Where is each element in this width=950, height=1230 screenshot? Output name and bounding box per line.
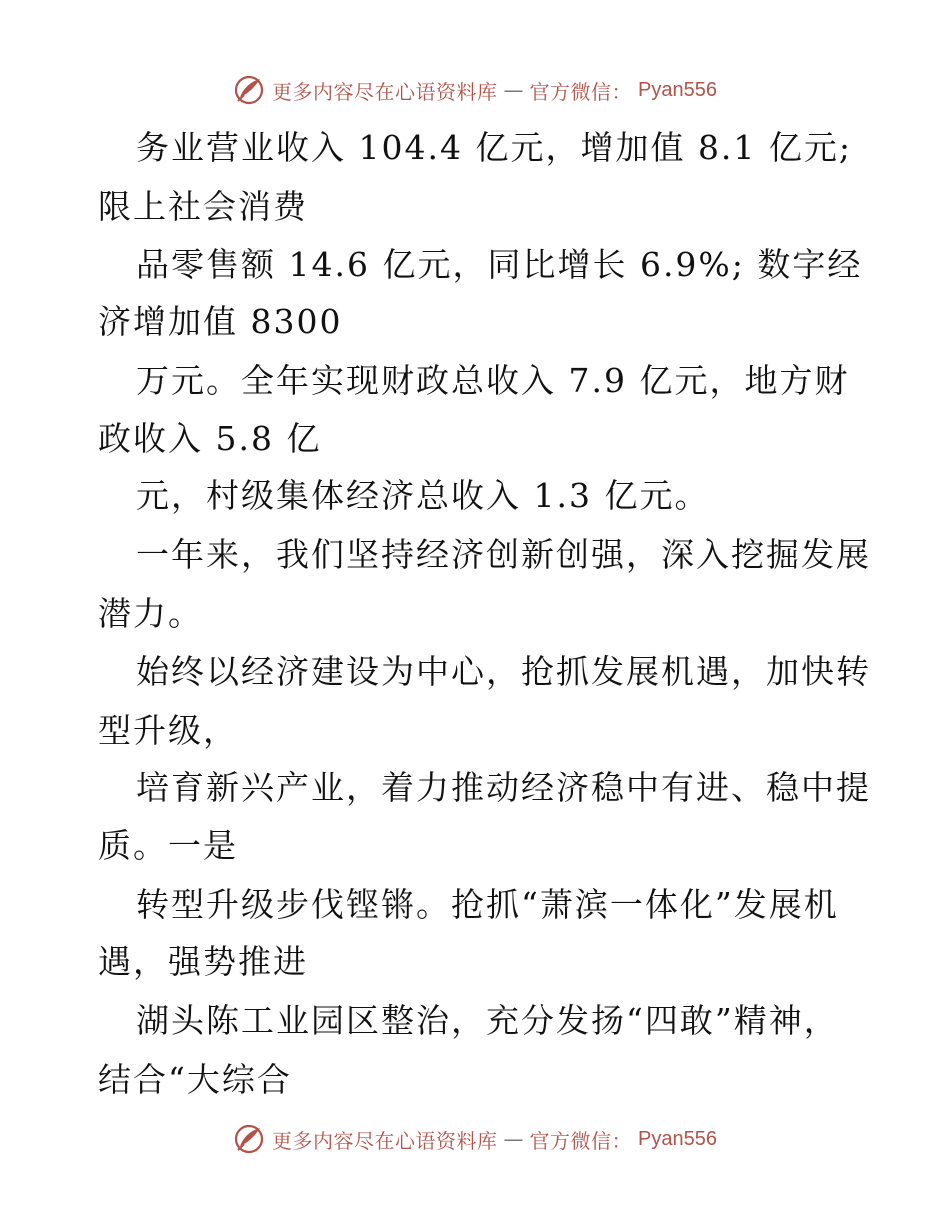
footer-banner [232,1119,717,1159]
text-line: 始终以经济建设为中心，抢抓发展机遇，加快转 [136,652,871,691]
text-line: 元，村级集体经济总收入 1.3 亿元。 [136,476,710,515]
text-line: 遇，强势推进 [98,942,308,981]
wechat-label: 官方微信： [529,79,632,104]
text-line: 政收入 5.8 亿 [98,419,322,458]
text-line: 务业营业收入 104.4 亿元，增加值 8.1 亿元; [136,128,853,167]
text-line: 型升级， [98,711,238,750]
text-line: 万元。全年实现财政总收入 7.9 亿元，地方财 [136,361,850,400]
wechat-id: Pyan556 [638,78,717,101]
banner-separator: — [503,78,524,102]
text-line: 济增加值 8300 [98,302,343,341]
promo-text: 更多内容尽在心语资料库 [272,1128,498,1153]
text-line: 湖头陈工业园区整治，充分发扬“四敢”精神， [136,1001,839,1040]
wechat-id: Pyan556 [638,1127,717,1150]
banner-separator: — [503,1127,524,1151]
text-line: 结合“大综合 [98,1060,292,1099]
leaf-pen-logo-icon [232,1122,266,1156]
text-line: 转型升级步伐铿锵。抢抓“萧滨一体化”发展机 [136,885,839,924]
text-line: 品零售额 14.6 亿元，同比增长 6.9%; 数字经 [136,245,863,284]
text-line: 潜力。 [98,594,203,633]
text-line: 限上社会消费 [98,187,308,226]
text-line: 一年来，我们坚持经济创新创强，深入挖掘发展 [136,535,871,574]
promo-text: 更多内容尽在心语资料库 [272,79,498,104]
text-line: 质。一是 [98,826,238,865]
wechat-label: 官方微信： [529,1128,632,1153]
text-line: 培育新兴产业，着力推动经济稳中有进、稳中提 [136,768,871,807]
